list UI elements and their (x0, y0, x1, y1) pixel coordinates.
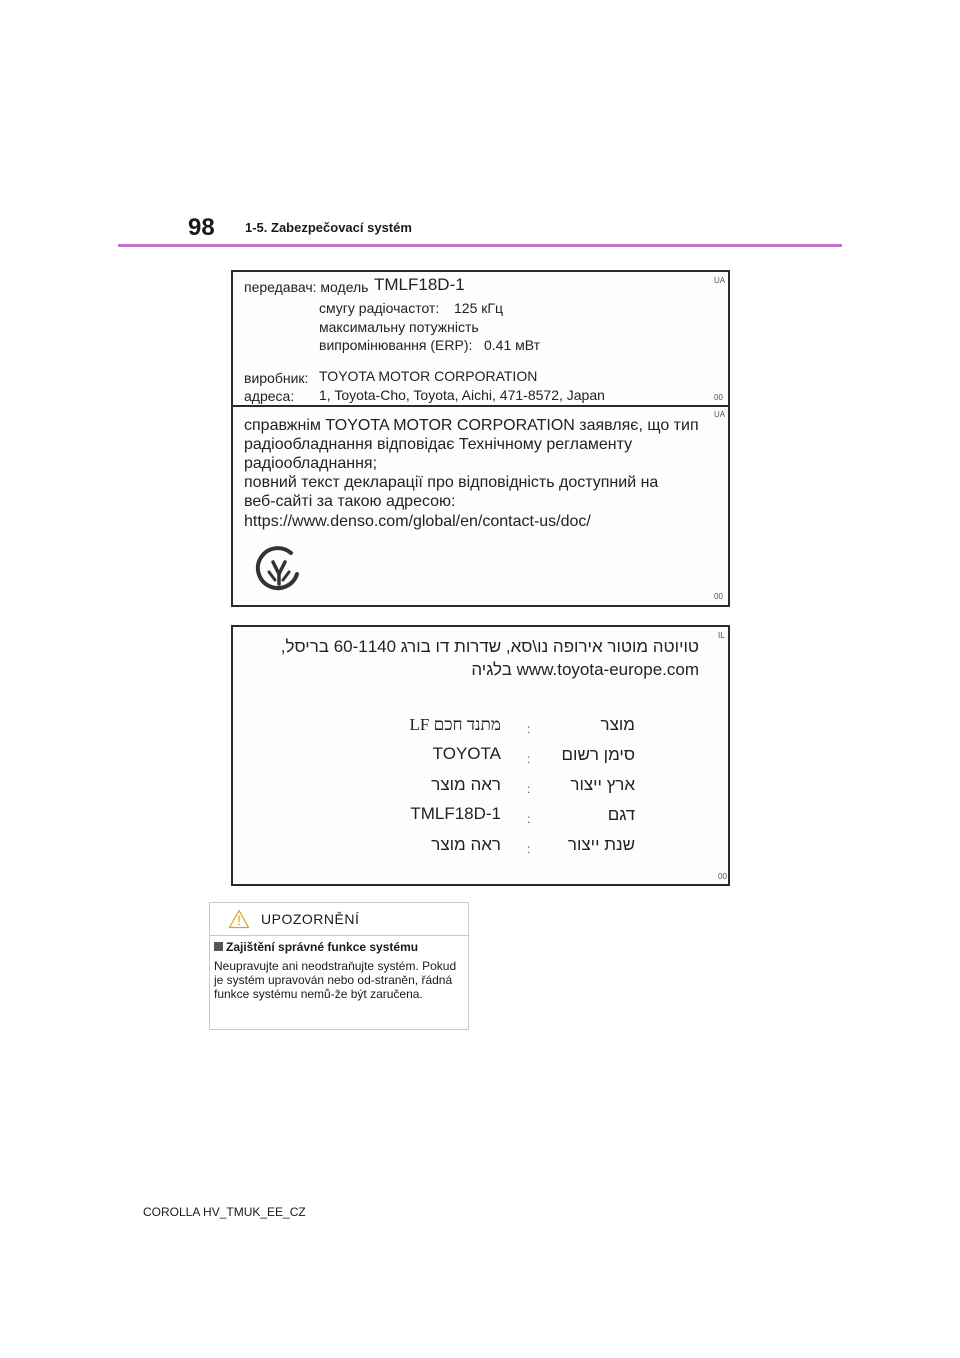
il-colon-4: : (527, 812, 531, 826)
il-colon-5: : (527, 842, 531, 856)
il-row-value-1: מתנד חכם LF (409, 715, 501, 734)
il-code-bottom: 00 (718, 872, 727, 881)
warning-box (209, 902, 469, 1030)
ua-code-bottom: 00 (714, 393, 723, 402)
ua-divider (233, 405, 728, 407)
manufacturer-label: виробник: (244, 370, 309, 386)
ua-decl-line-4: повний текст декларації про відповідність доступний на (244, 474, 659, 491)
il-row-value-4: TMLF18D-1 (410, 804, 501, 823)
il-code-top: IL (718, 631, 725, 640)
ua-decl-line-2: радіообладнання відповідає Технічному регламенту (244, 436, 633, 453)
warning-body: Neupravujte ani neodstraňujte systém. Pokud je systém upravován nebo od-straněn, řádná funkce systému nemů-že být zaručena. (214, 959, 457, 1001)
header-rule (118, 244, 842, 247)
ua-label-panel (231, 270, 730, 607)
ua-decl-line-3: радіообладнання; (244, 455, 378, 472)
ua-decl-line-5: веб-сайті за такою адресою: (244, 493, 456, 510)
model-value: TMLF18D-1 (374, 275, 465, 294)
warning-subtitle-row (214, 940, 418, 954)
power-line1: максимальну потужність (319, 319, 479, 335)
address-label: адреса: (244, 388, 295, 404)
footer-doc-id: COROLLA HV_TMUK_EE_CZ (143, 1205, 306, 1219)
band-label: смугу радіочастот: (319, 300, 440, 316)
page-number: 98 (188, 214, 215, 241)
il-colon-1: : (527, 722, 531, 736)
warning-header (210, 903, 468, 936)
il-line-1: טויוטה מוטור אירופה נו\סא, שדרות דו בורג 60-1140 בריסל, (280, 637, 699, 656)
il-line-2: www.toyota-europe.com בלגיה (471, 660, 699, 679)
bullet-square-icon (214, 942, 223, 951)
band-value: 125 кГц (454, 300, 503, 316)
section-title: 1-5. Zabezpečovací systém (245, 220, 412, 235)
ua-conformity-mark-icon (253, 544, 303, 594)
il-label-panel (231, 625, 730, 886)
warning-title: UPOZORNĚNÍ (261, 911, 360, 927)
il-colon-3: : (527, 782, 531, 796)
transmitter-label: передавач: модель (244, 279, 369, 295)
manufacturer-value: TOYOTA MOTOR CORPORATION (319, 368, 538, 384)
warning-triangle-icon (228, 909, 250, 929)
power-value: 0.41 мВт (484, 337, 541, 353)
ua-code-top: UA (714, 276, 726, 285)
il-row-key-5: שנת ייצור (567, 835, 635, 854)
il-row-key-4: דגם (607, 805, 635, 824)
address-value: 1, Toyota-Cho, Toyota, Aichi, 471-8572, Japan (319, 387, 605, 403)
il-colon-2: : (527, 752, 531, 766)
power-line2: випромінювання (ERP): (319, 337, 473, 353)
il-row-key-3: ארץ ייצור (570, 775, 635, 794)
il-row-key-2: סימן רשום (561, 745, 635, 764)
warning-subtitle: Zajištění správné funkce systému (226, 940, 419, 954)
ua-decl-line-6: https://www.denso.com/global/en/contact-us/doc/ (244, 513, 591, 530)
ua-decl-code-bottom: 00 (714, 592, 723, 601)
ua-decl-code-top: UA (714, 410, 726, 419)
il-row-value-3: ראה מוצר (431, 775, 501, 794)
il-row-value-2: TOYOTA (432, 744, 501, 763)
il-row-value-5: ראה מוצר (431, 835, 501, 854)
il-row-key-1: מוצר (600, 715, 635, 734)
ua-decl-line-1: справжнім TOYOTA MOTOR CORPORATION заявляє, що тип (244, 417, 699, 434)
